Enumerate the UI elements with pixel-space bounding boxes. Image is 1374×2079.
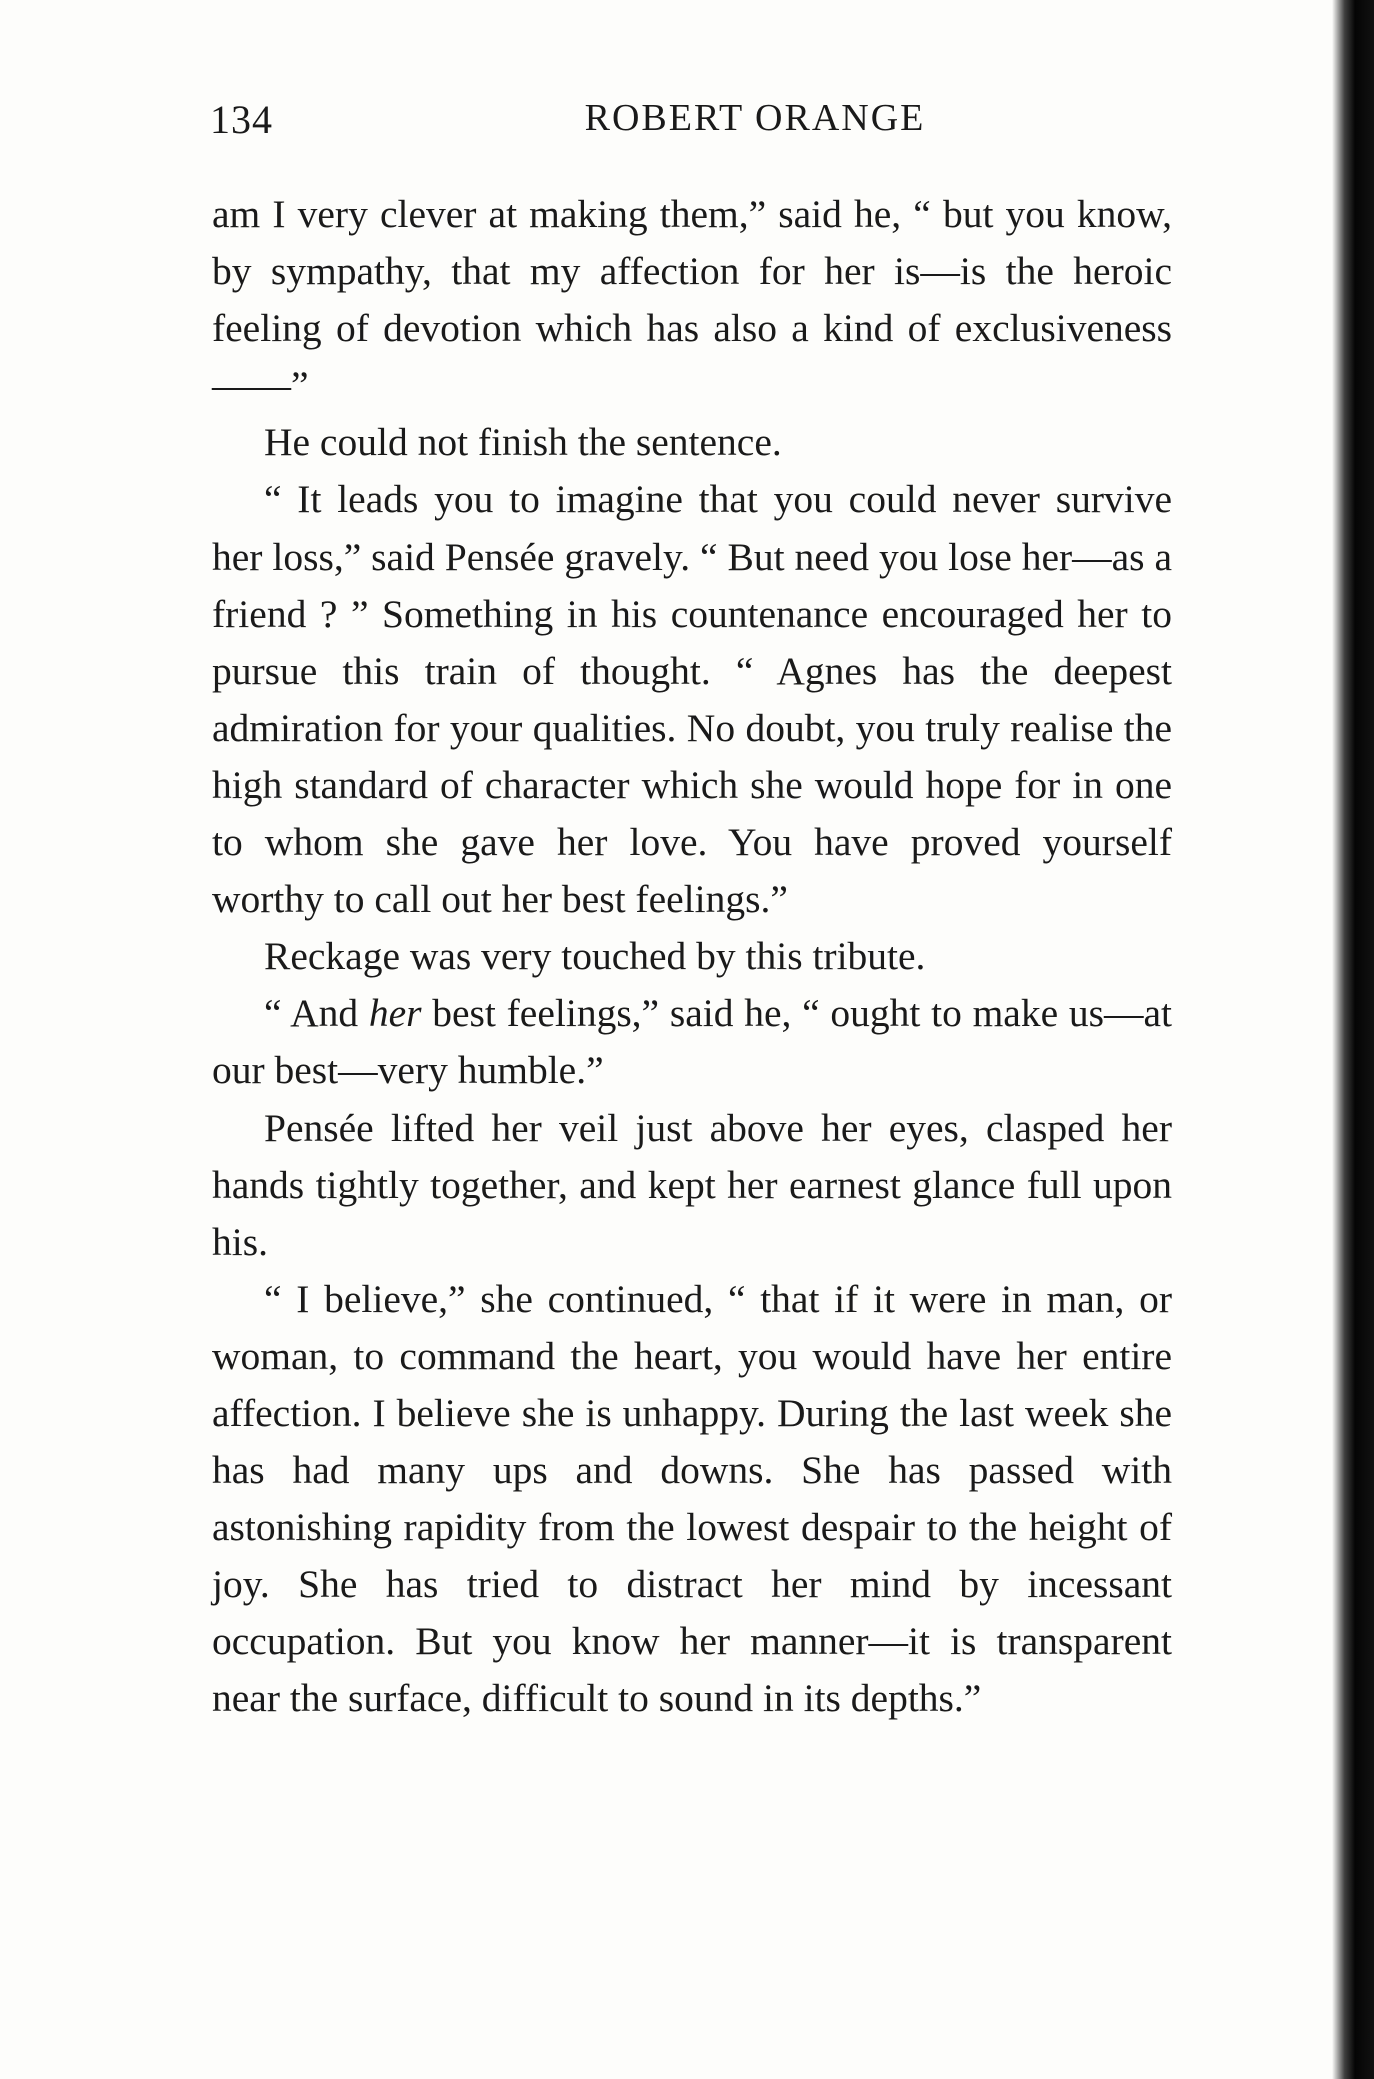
paragraph-6: Pensée lifted her veil just above her eyes, clasped her hands tightly together, and kept her earnest glance full upon his. <box>212 1105 1172 1264</box>
paragraph-5-start: “ And <box>264 991 369 1036</box>
paragraph-3: “ It leads you to imagine that you could never survive her loss,” said Pensée gravely. “ But need you lose her—as a friend ? ” Something in his countenance encouraged her to pursue this train of thought. “ Agnes has the deepest admiration for your qualities. No doubt, you truly realise the high standard of character which she would hope for in one to whom she gave her love. You have proved yourself worthy to call out her best feelings.” <box>212 477 1172 922</box>
italic-word: her <box>368 991 422 1036</box>
page-edge-shadow <box>1332 0 1374 2079</box>
paragraph-5 <box>212 985 1172 1099</box>
paragraph-2: He could not finish the sentence. <box>264 420 782 465</box>
paragraph-5-end: best feelings,” said he, “ ought to make us—at our best—very humble.” <box>212 991 1172 1093</box>
body-text <box>212 186 1172 1728</box>
running-head <box>210 96 1180 146</box>
paragraph-1: am I very clever at making them,” said he, “ but you know, by sympathy, that my affection for her is—is the heroic feeling of devotion which has also a kind of exclusiveness——” <box>212 192 1172 408</box>
book-title: ROBERT ORANGE <box>584 97 926 139</box>
page-number: 134 <box>210 97 273 142</box>
paragraph-7: “ I believe,” she continued, “ that if it were in man, or woman, to command the heart, you would have her entire affection. I believe she is unhappy. During the last week she has had many ups and downs. She has passed with astonishing rapidity from the lowest despair to the height of joy. She has tried to distract her mind by incessant occupation. But you know her manner—it is transparent near the surface, difficult to sound in its depths.” <box>212 1276 1172 1721</box>
paragraph-4: Reckage was very touched by this tribute. <box>264 934 926 979</box>
